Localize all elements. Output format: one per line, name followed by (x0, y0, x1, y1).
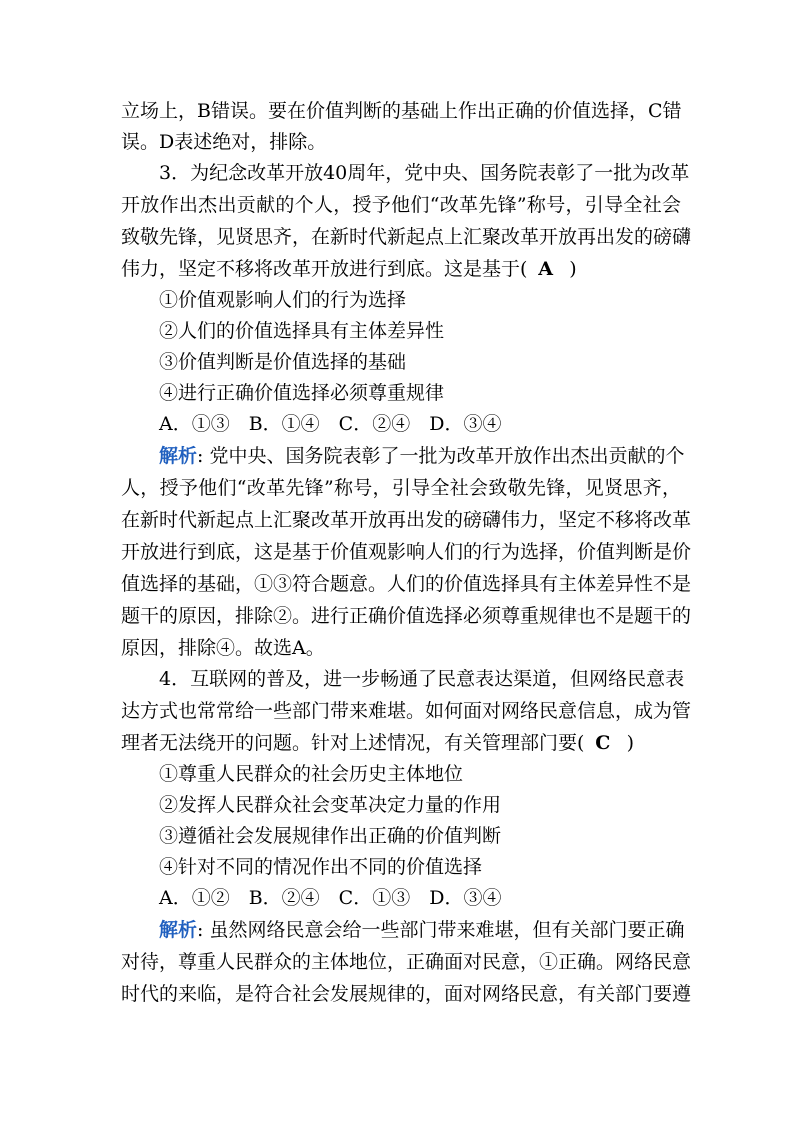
choice-item: ①价值观影响人们的行为选择 (159, 289, 407, 311)
text-line: 立场上，B错误。要在价值判断的基础上作出正确的价值选择，C错 (121, 100, 682, 122)
text-line: 达方式也常常给一些部门带来难堪。如何面对网络民意信息，成为管 (121, 700, 692, 722)
text-line: 值选择的基础，①③符合题意。人们的价值选择具有主体差异性不是 (121, 573, 692, 595)
question-3-stem: 3．为纪念改革开放40周年，党中央、国务院表彰了一批为改革 (159, 162, 690, 184)
choice-item: ④针对不同的情况作出不同的价值选择 (159, 856, 483, 878)
choice-item: ①尊重人民群众的社会历史主体地位 (159, 763, 464, 785)
question-4-stem: 4．互联网的普及，进一步畅通了民意表达渠道，但网络民意表 (159, 668, 685, 690)
answer-spacer (584, 734, 595, 754)
answer-letter: C (595, 732, 611, 754)
text-fragment: ) (626, 732, 634, 754)
text-line: 原因，排除④。故选A。 (121, 637, 325, 659)
choice-item: ②人们的价值选择具有主体差异性 (159, 320, 445, 342)
text-line: 在新时代新起点上汇聚改革开放再出发的磅礴伟力，坚定不移将改革 (121, 509, 692, 531)
text-line: 时代的来临，是符合社会发展规律的，面对网络民意，有关部门要遵 (121, 983, 692, 1005)
choice-item: ③价值判断是价值选择的基础 (159, 351, 407, 373)
answer-spacer (610, 734, 626, 754)
text-line: 误。D表述绝对，排除。 (121, 131, 327, 153)
choice-item: ④进行正确价值选择必须尊重规律 (159, 382, 445, 404)
answer-letter: A (538, 258, 553, 280)
answer-spacer (553, 260, 569, 280)
text-line: 开放作出杰出贡献的个人，授予他们“改革先锋”称号，引导全社会 (121, 194, 681, 216)
text-fragment: : 虽然网络民意会给一些部门带来难堪，但有关部门要正确 (197, 919, 685, 941)
answer-spacer (527, 260, 538, 280)
answer-line (121, 256, 681, 283)
text-fragment: 伟力，坚定不移将改革开放进行到底。这是基于( (121, 258, 528, 280)
choice-item: ②发挥人民群众社会变革决定力量的作用 (159, 794, 502, 816)
text-fragment: ) (569, 258, 577, 280)
text-line: 致敬先锋，见贤思齐，在新时代新起点上汇聚改革开放再出发的磅礴 (121, 226, 692, 248)
analysis-label: 解析 (159, 445, 198, 467)
text-line: 对待，尊重人民群众的主体地位，正确面对民意，①正确。网络民意 (121, 951, 692, 973)
text-fragment: : 党中央、国务院表彰了一批为改革开放作出杰出贡献的个 (197, 445, 685, 467)
text-line: 开放进行到底，这是基于价值观影响人们的行为选择，价值判断是价 (121, 541, 692, 563)
choice-item: ③遵循社会发展规律作出正确的价值判断 (159, 825, 502, 847)
text-line: 人，授予他们“改革先锋”称号，引导全社会致敬先锋，见贤思齐， (121, 477, 681, 499)
text-line: 题干的原因，排除②。进行正确价值选择必须尊重规律也不是题干的 (121, 605, 692, 627)
analysis-line (159, 917, 685, 943)
answer-line (121, 730, 681, 757)
options-line: A．①② B．②④ C．①③ D．③④ (159, 887, 502, 909)
analysis-line (159, 443, 685, 469)
analysis-label: 解析 (159, 919, 198, 941)
text-fragment: 理者无法绕开的问题。针对上述情况，有关管理部门要( (121, 732, 585, 754)
options-line: A．①③ B．①④ C．②④ D．③④ (159, 413, 502, 435)
